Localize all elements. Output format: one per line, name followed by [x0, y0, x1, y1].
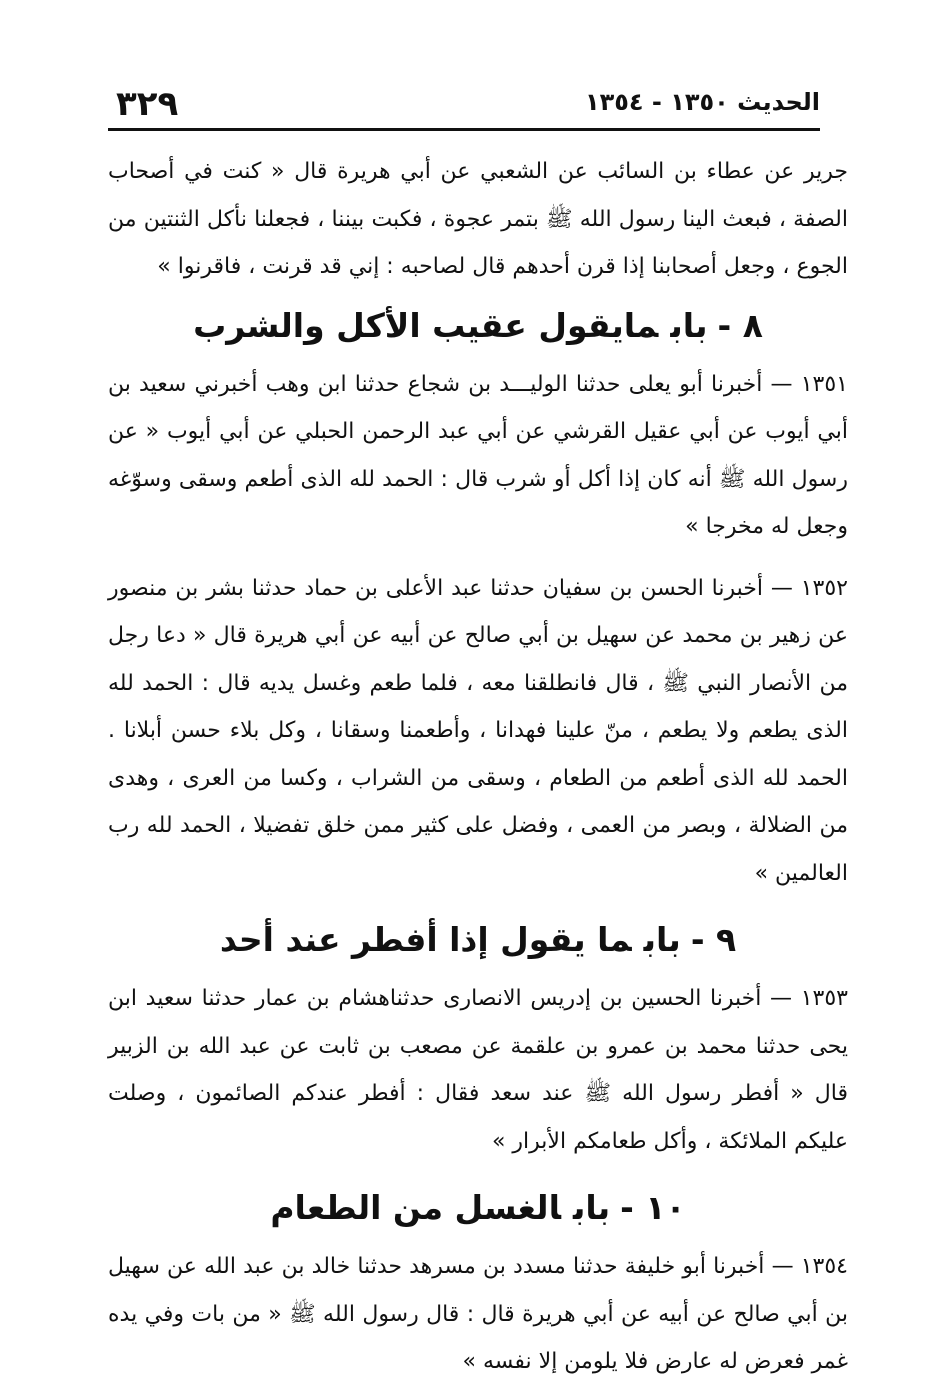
chapter-title: مايقول عقيب الأكل والشرب — [193, 305, 659, 345]
chapter-title: ما يقول إذا أفطر عند أحد — [219, 920, 632, 959]
chapter-title: الغسل من الطعام — [270, 1188, 561, 1227]
chapter-bab: باب — [670, 305, 708, 345]
chapter-heading-8 — [108, 297, 848, 355]
chapter-number: ٩ - — [690, 920, 737, 959]
continuation-paragraph: جرير عن عطاء بن السائب عن الشعبي عن أبي هريرة قال « كنت في أصحاب الصفة ، فبعث الينا رسول الله ﷺ بتمر عجوة ، فكبت بيننا ، فجعلنا نأكل الثنتين من الجوع ، وجعل أصحابنا إذا قرن أحدهم قال لصاحبه : إني قد قرنت ، فاقرنوا » — [108, 159, 848, 279]
page-number: ٣٢٩ — [116, 84, 179, 124]
chapter-number: ١٠ - — [620, 1188, 686, 1227]
page-body — [108, 148, 848, 1400]
hadith-1354: ١٣٥٤ — أخبرنا أبو خليفة حدثنا مسدد بن مسرهد حدثنا خالد بن عبد الله عن سهيل بن أبي صالح عن أبيه عن أبي هريرة قال : قال رسول الله ﷺ « من بات وفي يده غمر فعرض له عارض فلا يلومن إلا نفسه » — [108, 1254, 848, 1374]
hadith-range: الحديث ١٣٥٠ - ١٣٥٤ — [584, 88, 820, 116]
hadith-1351: ١٣٥١ — أخبرنا أبو يعلى حدثنا الوليـــد بن شجاع حدثنا ابن وهب أخبرني سعيد بن أبي أيوب عن أبي عقيل القرشي عن أبي عبد الرحمن الحبلي عن أبي أيوب « عن رسول الله ﷺ أنه كان إذا أكل أو شرب قال : الحمد لله الذى أطعم وسقى وسوّغه وجعل له مخرجا » — [108, 371, 848, 539]
chapter-heading-9 — [108, 911, 848, 969]
chapter-heading-10 — [108, 1179, 848, 1237]
running-head — [108, 82, 820, 131]
hadith-1352: ١٣٥٢ — أخبرنا الحسن بن سفيان حدثنا عبد الأعلى بن حماد حدثنا بشر بن منصور عن زهير بن محمد عن سهيل بن أبي صالح عن أبيه عن أبي هريرة قال « دعا رجل من الأنصار النبي ﷺ ، قال فانطلقنا معه ، فلما طعم وغسل يديه قال : الحمد لله الذى يطعم ولا يطعم ، منّ علينا فهدانا ، وأطعمنا وسقانا ، وكل بلاء حسن أبلانا . الحمد لله الذى أطعم من الطعام ، وسقى من الشراب ، وكسا من العرى ، وهدى من الضلالة ، وبصر من العمى ، وفضل على كثير ممن خلق تفضيلا ، الحمد لله رب العالمين » — [108, 575, 848, 886]
chapter-bab: باب — [572, 1188, 611, 1227]
chapter-number: ٨ - — [717, 305, 763, 345]
chapter-bab: باب — [643, 920, 681, 959]
hadith-1353: ١٣٥٣ — أخبرنا الحسين بن إدريس الانصارى حدثناهشام بن عمار حدثنا سعيد ابن يحى حدثنا محمد بن عمرو بن علقمة عن مصعب بن ثابت عن عبد الله بن الزبير قال « أفطر رسول الله ﷺ عند سعد فقال : أفطر عندكم الصائمون ، وصلت عليكم الملائكة ، وأكل طعامكم الأبرار » — [108, 986, 848, 1154]
